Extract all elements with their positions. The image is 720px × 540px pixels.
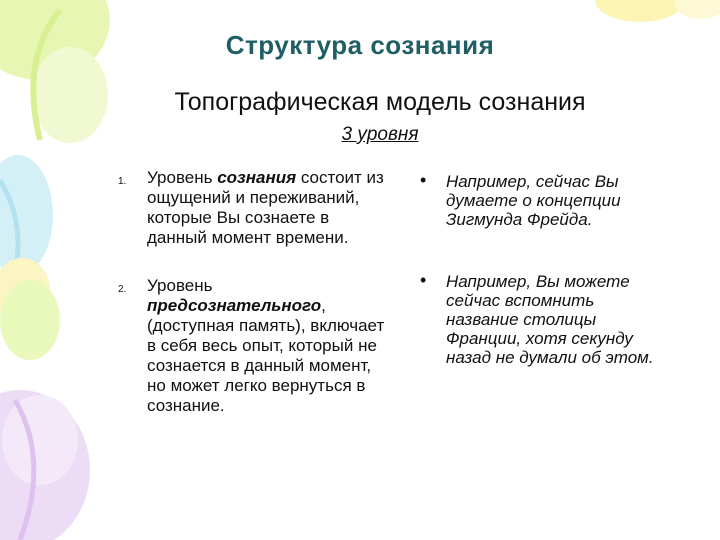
emphasis: предсознательного [147,296,322,315]
bullet-icon: • [420,170,427,190]
list-number: 1. [118,176,127,187]
balloon-yellow-top-right [595,0,685,22]
list-text: Уровень предсознательного, (доступная память), включает в себя весь опыт, который не сознается в данный момент, но может легко вернуться в сознание. [147,276,385,415]
emphasis: сознания [217,168,297,187]
balloon-green-left [0,280,60,360]
example-text: Например, сейчас Вы думаете о концепции Зигмунда Фрейда. [446,172,621,229]
list-number: 2. [118,284,127,295]
balloon-yellow-left [0,258,50,322]
levels-heading: 3 уровня [341,124,419,145]
balloon-blue-left [0,155,53,275]
example-item [420,272,660,367]
list-item [118,276,388,416]
left-column-list [118,168,388,444]
list-item [118,168,388,248]
bullet-icon: • [420,270,427,290]
slide-title: Структура сознания [225,30,495,60]
example-text: Например, Вы можете сейчас вспомнить название столицы Франции, хотя секунду назад не думали об этом. [446,272,654,367]
example-item [420,172,660,229]
list-text: Уровень сознания состоит из ощущений и переживаний, которые Вы сознаете в данный момент времени. [147,168,384,247]
slide-subtitle: Топографическая модель сознания [174,88,586,116]
right-column-examples [420,172,660,410]
balloon-purple-bottom [0,390,90,540]
